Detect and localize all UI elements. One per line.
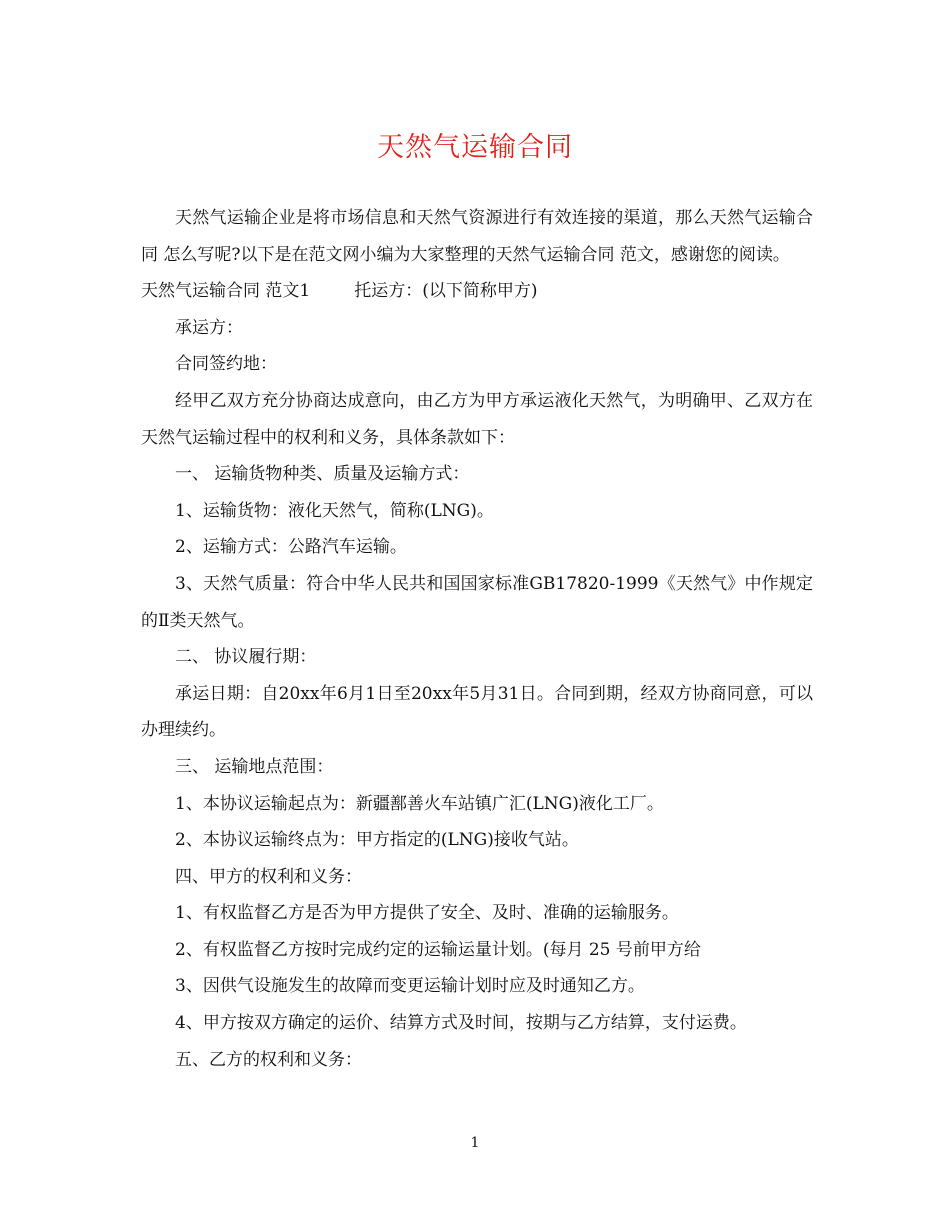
section4-item-4: 4、甲方按双方确定的运价、结算方式及时间，按期与乙方结算，支付运费。	[175, 1013, 747, 1034]
section2-text: 承运日期：自20xx年6月1日至20xx年5月31日。合同到期，经双方协商同意，可以办理续约。	[141, 683, 813, 741]
consignor-line: 托运方：(以下简称甲方)	[354, 281, 538, 302]
page-number: 1	[470, 1135, 480, 1151]
preamble-paragraph: 经甲乙双方充分协商达成意向，由乙方为甲方承运液化天然气，为明确甲、乙双方在天然气运输过程中的权利和义务，具体条款如下：	[141, 390, 813, 448]
signing-place-line: 合同签约地：	[175, 354, 277, 375]
document-body	[141, 200, 813, 1078]
section4-item-1: 1、有权监督乙方是否为甲方提供了安全、及时、准确的运输服务。	[175, 903, 679, 924]
section4-item-3: 3、因供气设施发生的故障而变更运输计划时应及时通知乙方。	[175, 976, 645, 997]
section-heading-3: 三、 运输地点范围：	[175, 756, 334, 777]
section1-item-3: 3、天然气质量：符合中华人民共和国国家标准GB17820-1999《天然气》中作规定的Ⅱ类天然气。	[141, 573, 813, 631]
section-heading-4: 四、甲方的权利和义务：	[175, 866, 362, 887]
section-heading-2: 二、 协议履行期：	[175, 647, 317, 668]
section3-item-2: 2、本协议运输终点为：甲方指定的(LNG)接收气站。	[175, 830, 579, 851]
section3-item-1: 1、本协议运输起点为：新疆鄯善火车站镇广汇(LNG)液化工厂。	[175, 793, 664, 814]
section1-item-1: 1、运输货物：液化天然气，简称(LNG)。	[175, 500, 494, 521]
sample-label: 天然气运输合同 范文1	[141, 281, 311, 302]
carrier-line: 承运方：	[175, 317, 243, 338]
intro-paragraph: 天然气运输企业是将市场信息和天然气资源进行有效连接的渠道，那么天然气运输合同 怎么写呢?以下是在范文网小编为大家整理的天然气运输合同 范文，感谢您的阅读。	[141, 208, 813, 265]
section4-item-2: 2、有权监督乙方按时完成约定的运输运量计划。(每月 25 号前甲方给	[175, 939, 701, 960]
section1-item-2: 2、运输方式：公路汽车运输。	[175, 537, 407, 558]
section-heading-5: 五、乙方的权利和义务：	[175, 1049, 362, 1070]
document-title: 天然气运输合同	[377, 132, 573, 163]
sample-header-line	[141, 273, 813, 310]
section-heading-1: 一、 运输货物种类、质量及运输方式：	[175, 464, 470, 485]
